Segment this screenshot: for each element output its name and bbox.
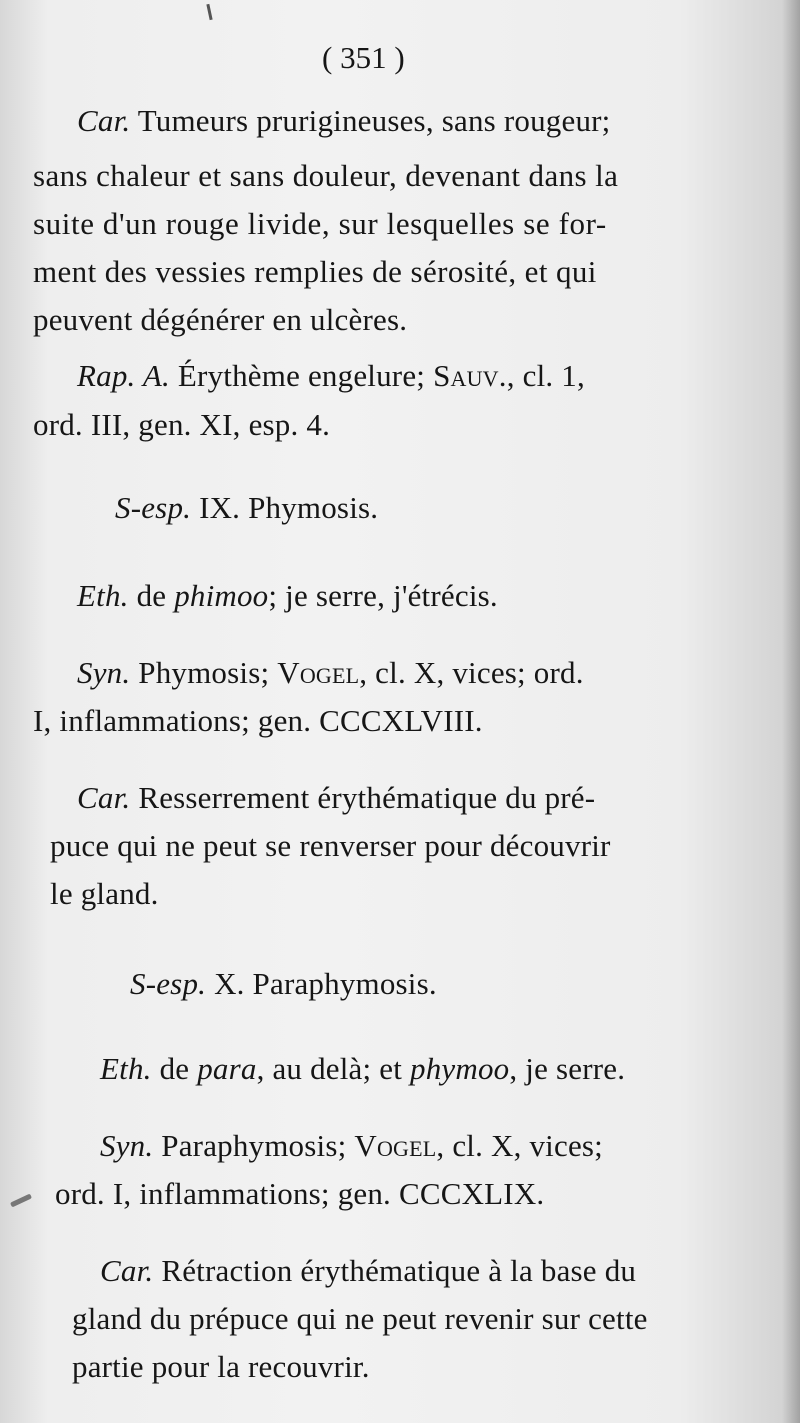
section-heading (115, 490, 378, 526)
text-line (77, 358, 585, 394)
text-line: gland du prépuce qui ne peut revenir sur cette (72, 1301, 648, 1336)
label-syn: Syn. (77, 655, 131, 690)
text-line: puce qui ne peut se renverser pour découvrir (50, 828, 611, 863)
text-line (77, 103, 734, 139)
etymon: phimoo (174, 578, 269, 613)
text-fragment: , cl. X, vices; ord. (359, 655, 584, 690)
etymon: phymoo (410, 1051, 510, 1086)
page-edge-shadow (782, 0, 800, 1423)
label-syn: Syn. (100, 1128, 154, 1163)
text-line (77, 578, 498, 614)
text-line: ment des vessies remplies de sérosité, et qui (33, 254, 597, 289)
author-vogel: Vogel (277, 655, 360, 690)
label-car: Car. (77, 780, 131, 815)
label-eth: Eth. (77, 578, 129, 613)
text-fragment: Phymosis; (138, 655, 270, 690)
text-line (77, 780, 595, 816)
section-title: X. Paraphymosis. (214, 966, 437, 1001)
label-car: Car. (100, 1253, 154, 1288)
text-fragment: Paraphymosis; (161, 1128, 347, 1163)
text-fragment: ; je serre, j'étrécis. (268, 578, 498, 613)
text-line (100, 1253, 636, 1289)
text-line (100, 1051, 625, 1087)
author-vogel: Vogel (354, 1128, 437, 1163)
label-car: Car. (77, 103, 131, 138)
ink-mark (206, 4, 212, 20)
section-title: IX. Phymosis. (199, 490, 379, 525)
text-fragment: , cl. 1, (506, 358, 585, 393)
text-fragment: Érythème engelure; (177, 358, 426, 393)
label-rap: Rap. A. (77, 358, 170, 393)
text-fragment: Tumeurs prurigineuses, sans rougeur; (137, 103, 611, 138)
text-line: sans chaleur et sans douleur, devenant dans la (33, 158, 619, 193)
text-fragment: , cl. X, vices; (436, 1128, 603, 1163)
ink-smudge (10, 1194, 32, 1208)
section-heading (130, 966, 437, 1002)
text-fragment: de (136, 578, 167, 613)
page-number: ( 351 ) (322, 40, 405, 75)
etymon: para (197, 1051, 257, 1086)
text-line: I, inflammations; gen. CCCXLVIII. (33, 703, 483, 738)
text-fragment: , je serre. (509, 1051, 626, 1086)
text-line: partie pour la recouvrir. (72, 1349, 370, 1384)
text-line (77, 655, 584, 691)
label-eth: Eth. (100, 1051, 152, 1086)
text-fragment: , au delà; et (256, 1051, 403, 1086)
text-line: ord. III, gen. XI, esp. 4. (33, 407, 331, 442)
text-line: peuvent dégénérer en ulcères. (33, 302, 408, 337)
label-s-esp: S-esp. (130, 966, 207, 1001)
text-line (100, 1128, 603, 1164)
text-fragment: Rétraction érythématique à la base du (161, 1253, 637, 1288)
text-line: le gland. (50, 876, 159, 911)
label-s-esp: S-esp. (115, 490, 192, 525)
text-fragment: de (159, 1051, 190, 1086)
text-line: ord. I, inflammations; gen. CCCXLIX. (55, 1176, 545, 1211)
text-fragment: Resserrement érythématique du pré- (138, 780, 596, 815)
text-line: suite d'un rouge livide, sur lesquelles se for- (33, 206, 607, 241)
author-sauvages: Sauv. (433, 358, 507, 393)
